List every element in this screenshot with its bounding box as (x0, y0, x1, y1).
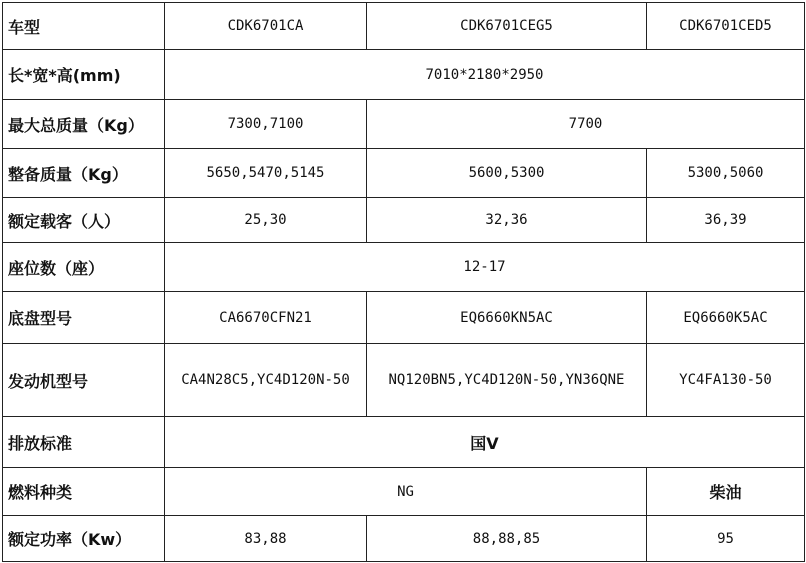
rated-passengers-3: 36,39 (647, 198, 805, 243)
table-row-dimensions (3, 50, 805, 100)
max-total-mass-1: 7300,7100 (165, 100, 367, 149)
table-row-emission-standard (3, 417, 805, 468)
table-row-engine-model (3, 344, 805, 417)
table-row-fuel-type (3, 468, 805, 516)
table-row-curb-mass (3, 149, 805, 198)
fuel-type-1: NG (165, 468, 647, 516)
model-1: CDK6701CA (165, 3, 367, 50)
chassis-model-3: EQ6660K5AC (647, 292, 805, 344)
model-2: CDK6701CEG5 (367, 3, 647, 50)
fuel-type-2: 柴油 (647, 468, 805, 516)
label-rated-passengers: 额定载客（人） (3, 198, 165, 243)
table-row-model (3, 3, 805, 50)
label-model: 车型 (3, 3, 165, 50)
seats-value: 12-17 (165, 243, 805, 292)
table-row-seats (3, 243, 805, 292)
table-row-rated-passengers (3, 198, 805, 243)
rated-passengers-2: 32,36 (367, 198, 647, 243)
label-seats: 座位数（座） (3, 243, 165, 292)
curb-mass-2: 5600,5300 (367, 149, 647, 198)
engine-model-3: YC4FA130-50 (647, 344, 805, 417)
curb-mass-3: 5300,5060 (647, 149, 805, 198)
label-emission-standard: 排放标准 (3, 417, 165, 468)
rated-power-1: 83,88 (165, 516, 367, 562)
label-chassis-model: 底盘型号 (3, 292, 165, 344)
rated-power-3: 95 (647, 516, 805, 562)
dimensions-value: 7010*2180*2950 (165, 50, 805, 100)
engine-model-2: NQ120BN5,YC4D120N-50,YN36QNE (367, 344, 647, 417)
rated-passengers-1: 25,30 (165, 198, 367, 243)
emission-standard-value: 国Ⅴ (165, 417, 805, 468)
engine-model-1: CA4N28C5,YC4D120N-50 (165, 344, 367, 417)
rated-power-2: 88,88,85 (367, 516, 647, 562)
vehicle-spec-table (2, 2, 805, 562)
label-fuel-type: 燃料种类 (3, 468, 165, 516)
label-dimensions: 长*宽*高(mm) (3, 50, 165, 100)
label-curb-mass: 整备质量（Kg） (3, 149, 165, 198)
chassis-model-2: EQ6660KN5AC (367, 292, 647, 344)
label-engine-model: 发动机型号 (3, 344, 165, 417)
label-max-total-mass: 最大总质量（Kg） (3, 100, 165, 149)
chassis-model-1: CA6670CFN21 (165, 292, 367, 344)
table-row-rated-power (3, 516, 805, 562)
label-rated-power: 额定功率（Kw） (3, 516, 165, 562)
table-row-max-total-mass (3, 100, 805, 149)
model-3: CDK6701CED5 (647, 3, 805, 50)
curb-mass-1: 5650,5470,5145 (165, 149, 367, 198)
table-row-chassis-model (3, 292, 805, 344)
max-total-mass-2: 7700 (367, 100, 805, 149)
